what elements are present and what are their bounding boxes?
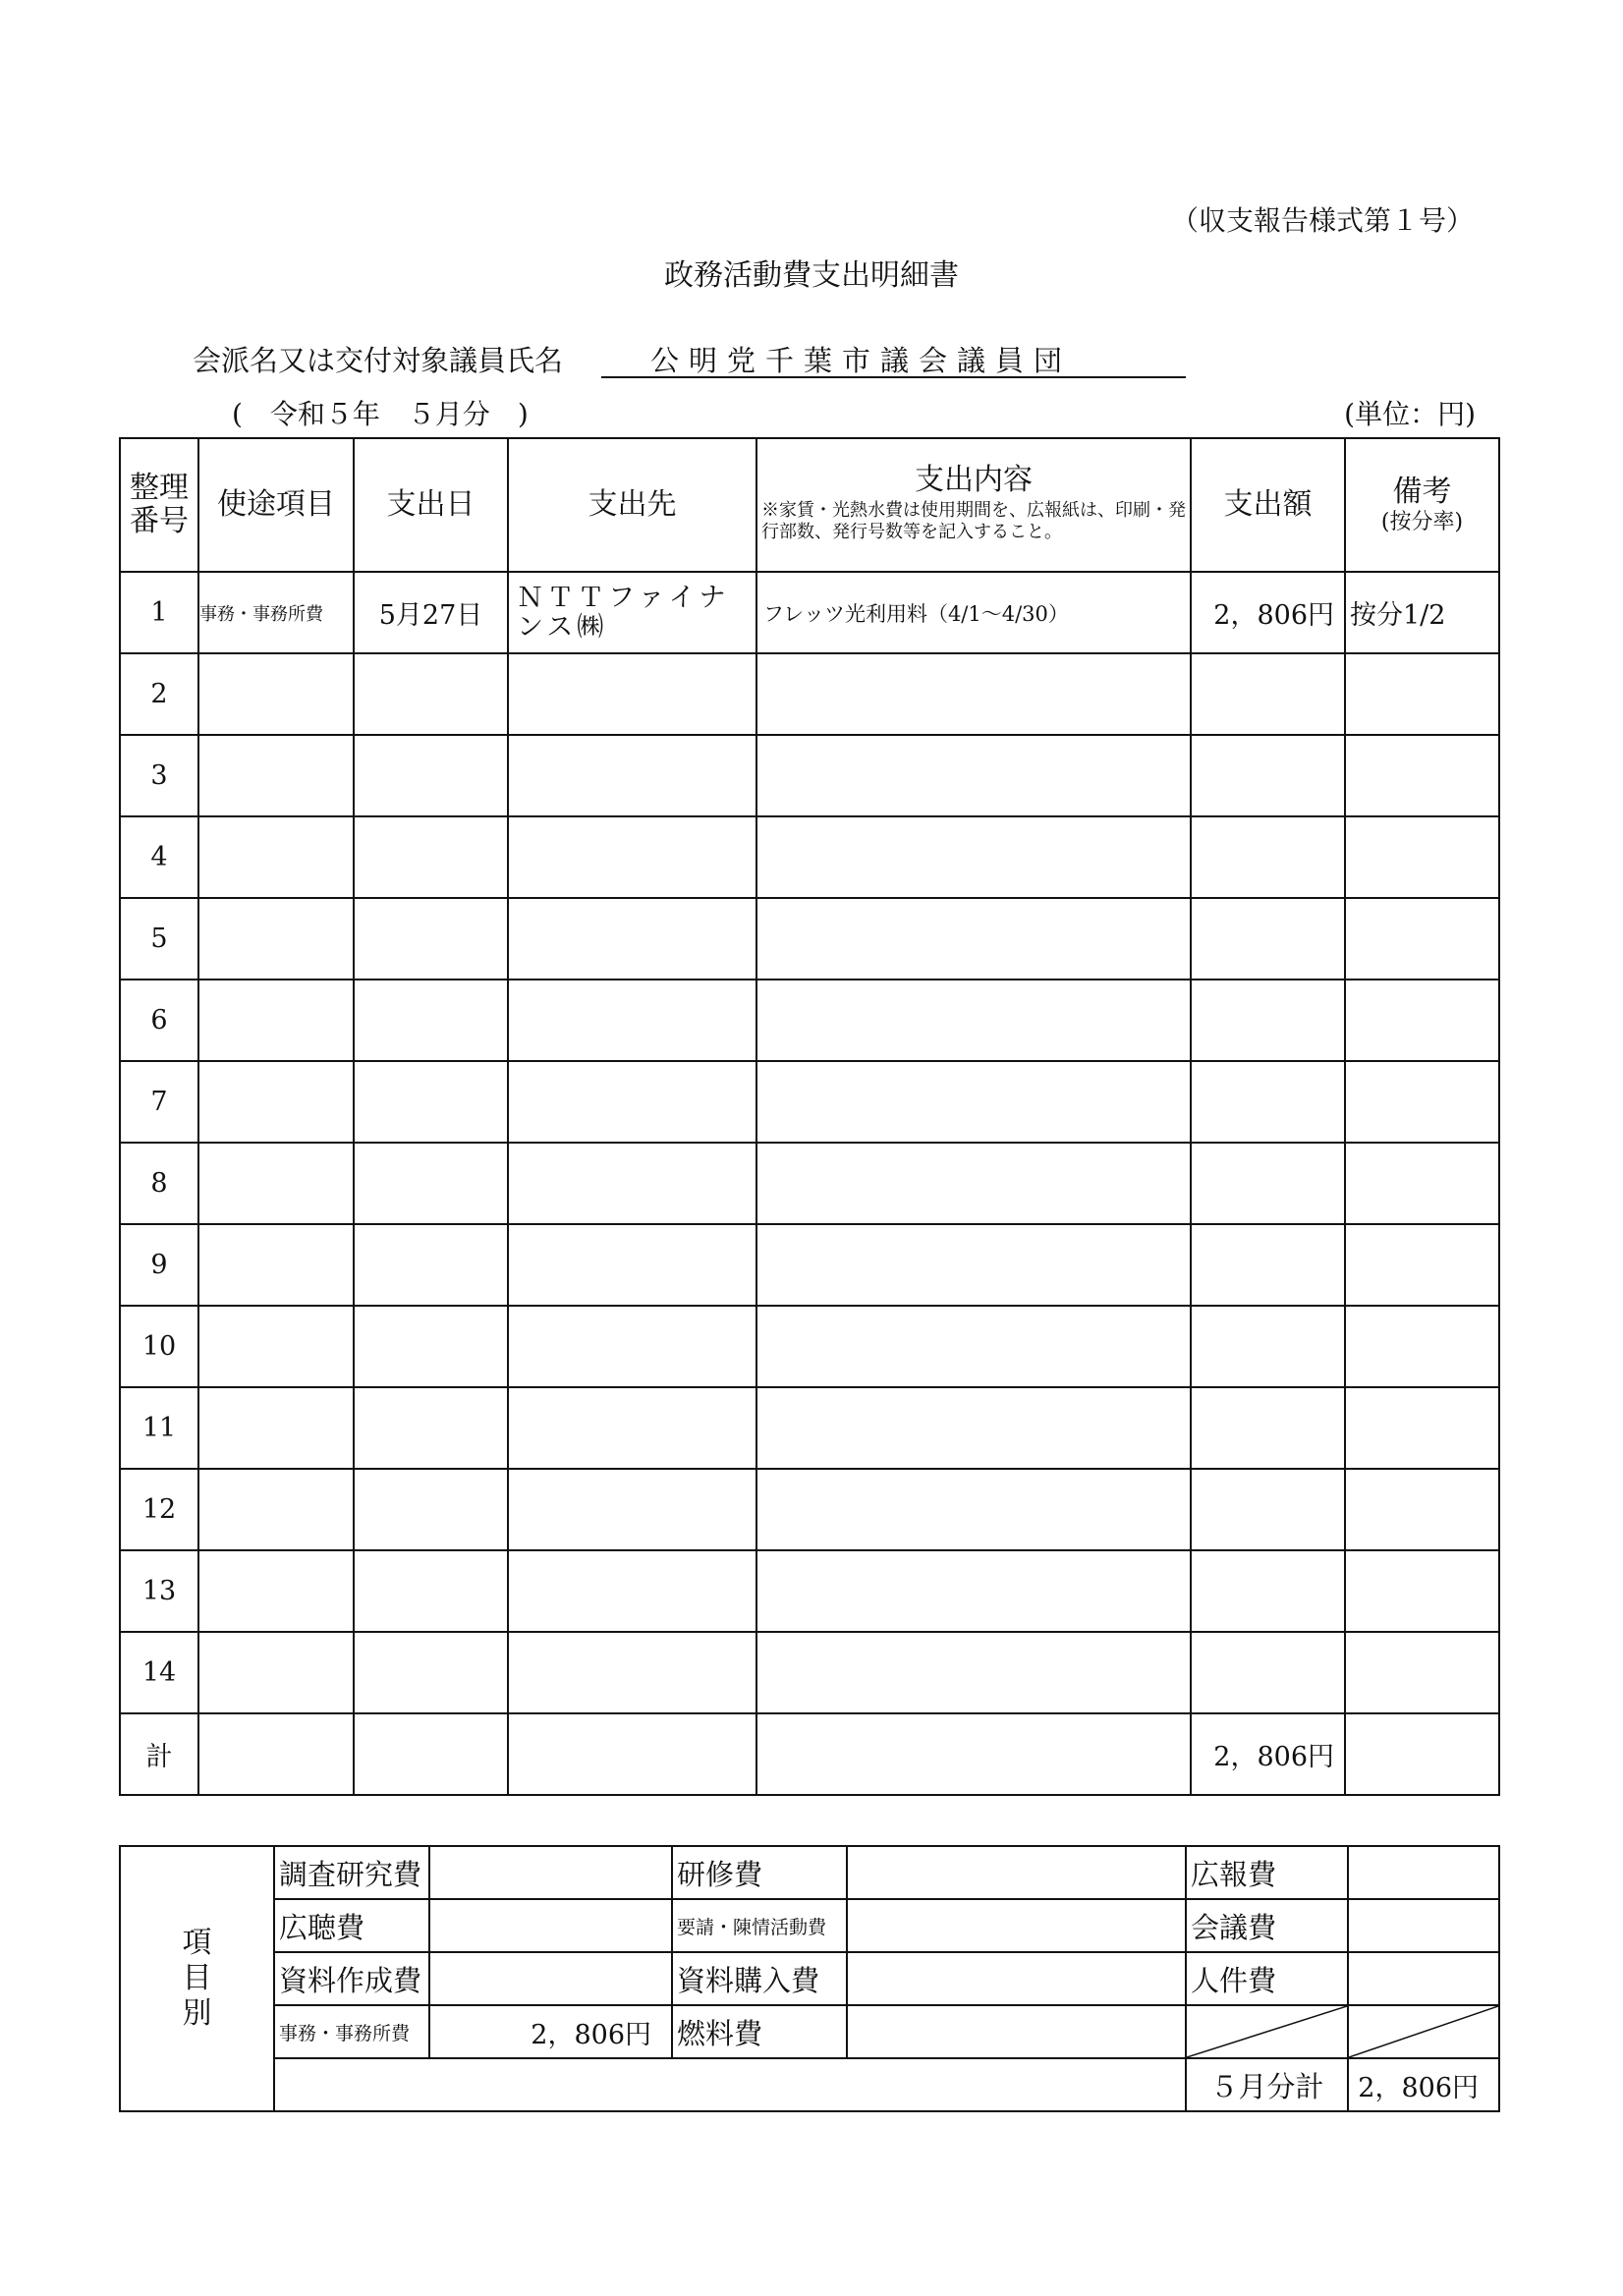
materials-purchase-value [847,1952,1186,2005]
row-number: 5 [120,898,198,980]
table-row [120,653,1499,735]
materials-purchase-label: 資料購入費 [672,1952,847,2005]
research-label: 調査研究費 [274,1846,429,1899]
row-date [354,653,508,735]
materials-creation-value [429,1952,672,2005]
row-content [756,1224,1191,1306]
diagonal-slash-icon [1349,2006,1498,2057]
faction-label: 会派名又は交付対象議員氏名 [193,344,564,377]
row-purpose [198,898,354,980]
total-label: 計 [120,1713,198,1795]
header-content [756,438,1191,572]
table-row [120,1061,1499,1143]
row-content [756,816,1191,898]
form-number: （収支報告様式第１号） [1170,204,1474,237]
header-remarks-title: 備考 [1392,475,1452,510]
total-date [354,1713,508,1795]
header-remarks-sub: (按分率) [1380,509,1464,534]
hearing-label: 広聴費 [274,1899,429,1952]
table-row [120,1469,1499,1550]
row-purpose [198,1224,354,1306]
row-payee [508,980,756,1061]
row-payee [508,1550,756,1632]
row-number: 1 [120,572,198,653]
row-purpose [198,653,354,735]
row-date: 5月27日 [354,572,508,653]
row-content: フレッツ光利用料（4/1～4/30） [756,572,1191,653]
table-row [120,1387,1499,1469]
row-number: 8 [120,1143,198,1224]
expense-table [119,437,1500,1796]
total-row [120,1713,1499,1795]
row-date [354,735,508,816]
row-content [756,1306,1191,1387]
row-purpose [198,1632,354,1713]
row-content [756,980,1191,1061]
row-content [756,1061,1191,1143]
research-value [429,1846,672,1899]
row-number: 14 [120,1632,198,1713]
row-number: 7 [120,1061,198,1143]
row-date [354,1632,508,1713]
row-content [756,653,1191,735]
table-row [120,1550,1499,1632]
currency-unit: (単位：円) [1344,398,1476,430]
table-row [120,735,1499,816]
row-content [756,898,1191,980]
row-remarks [1345,1632,1499,1713]
row-payee [508,898,756,980]
row-amount [1191,1224,1345,1306]
row-remarks [1345,1224,1499,1306]
office-label: 事務・事務所費 [274,2005,429,2058]
personnel-value [1348,1952,1499,2005]
row-amount [1191,816,1345,898]
row-amount: 2，806円 [1191,572,1345,653]
header-number: 整理番号 [120,438,198,572]
row-content [756,1387,1191,1469]
row-purpose [198,1061,354,1143]
row-number: 4 [120,816,198,898]
meeting-value [1348,1899,1499,1952]
row-payee [508,653,756,735]
row-date [354,1306,508,1387]
row-purpose [198,1387,354,1469]
row-remarks [1345,1469,1499,1550]
row-remarks [1345,1387,1499,1469]
row-amount [1191,980,1345,1061]
row-date [354,1143,508,1224]
table-header-row [120,438,1499,572]
row-remarks: 按分1/2 [1345,572,1499,653]
row-date [354,1061,508,1143]
row-amount [1191,653,1345,735]
personnel-label: 人件費 [1186,1952,1348,2005]
row-number: 6 [120,980,198,1061]
row-content [756,1469,1191,1550]
row-remarks [1345,980,1499,1061]
total-payee [508,1713,756,1795]
row-purpose [198,980,354,1061]
header-payee: 支出先 [508,438,756,572]
total-amount: 2，806円 [1191,1713,1345,1795]
row-purpose [198,1143,354,1224]
header-content-note: ※家賃・光熱水費は使用期間を、広報紙は、印刷・発行部数、発行号数等を記入すること。 [761,499,1186,543]
row-remarks [1345,898,1499,980]
row-amount [1191,898,1345,980]
hearing-value [429,1899,672,1952]
row-amount [1191,1387,1345,1469]
header-content-title: 支出内容 [915,463,1033,498]
row-remarks [1345,735,1499,816]
row-remarks [1345,1143,1499,1224]
row-number: 12 [120,1469,198,1550]
row-amount [1191,735,1345,816]
row-date [354,898,508,980]
row-payee [508,1061,756,1143]
table-row [120,1632,1499,1713]
row-payee [508,816,756,898]
header-amount: 支出額 [1191,438,1345,572]
table-row [120,572,1499,653]
row-amount [1191,1061,1345,1143]
document-title: 政務活動費支出明細書 [664,258,959,293]
row-remarks [1345,816,1499,898]
row-purpose: 事務・事務所費 [198,572,354,653]
blank-summary-cell [274,2058,1186,2111]
row-date [354,980,508,1061]
row-amount [1191,1306,1345,1387]
row-date [354,1387,508,1469]
row-number: 3 [120,735,198,816]
training-value [847,1846,1186,1899]
row-payee [508,1387,756,1469]
category-label: 項目別 [120,1846,274,2111]
row-content [756,735,1191,816]
table-row [120,1306,1499,1387]
row-purpose [198,1469,354,1550]
petition-label: 要請・陳情活動費 [672,1899,847,1952]
monthly-total-value: 2，806円 [1348,2058,1499,2111]
meeting-label: 会議費 [1186,1899,1348,1952]
table-row [120,816,1499,898]
row-remarks [1345,1550,1499,1632]
row-amount [1191,1469,1345,1550]
pr-value [1348,1846,1499,1899]
row-payee [508,735,756,816]
row-content [756,1632,1191,1713]
row-number: 11 [120,1387,198,1469]
row-payee [508,1632,756,1713]
table-row [120,1224,1499,1306]
row-payee [508,1306,756,1387]
row-payee [508,1143,756,1224]
faction-name: 公明党千葉市議会議員団 [601,339,1186,378]
total-content [756,1713,1191,1795]
header-purpose: 使途項目 [198,438,354,572]
row-purpose [198,816,354,898]
blank-cell-slash [1186,2005,1348,2058]
reporting-period: ( 令和５年 ５月分 ) [232,398,529,430]
materials-creation-label: 資料作成費 [274,1952,429,2005]
row-payee [508,1469,756,1550]
table-row [120,980,1499,1061]
row-number: 10 [120,1306,198,1387]
row-number: 13 [120,1550,198,1632]
row-content [756,1550,1191,1632]
row-date [354,1224,508,1306]
petition-value [847,1899,1186,1952]
total-remarks [1345,1713,1499,1795]
row-purpose [198,1550,354,1632]
row-purpose [198,1306,354,1387]
blank-cell-slash [1348,2005,1499,2058]
row-purpose [198,735,354,816]
row-remarks [1345,1061,1499,1143]
header-remarks [1345,438,1499,572]
row-number: 2 [120,653,198,735]
monthly-total-label: ５月分計 [1186,2058,1348,2111]
row-remarks [1345,653,1499,735]
total-purpose [198,1713,354,1795]
row-number: 9 [120,1224,198,1306]
fuel-label: 燃料費 [672,2005,847,2058]
training-label: 研修費 [672,1846,847,1899]
pr-label: 広報費 [1186,1846,1348,1899]
row-date [354,816,508,898]
row-date [354,1550,508,1632]
office-value: 2，806円 [429,2005,672,2058]
row-content [756,1143,1191,1224]
row-amount [1191,1550,1345,1632]
row-payee [508,1224,756,1306]
row-amount [1191,1632,1345,1713]
category-breakdown-table [119,1845,1500,2112]
diagonal-slash-icon [1187,2006,1347,2057]
row-payee: ＮＴＴファイナンス㈱ [508,572,756,653]
row-remarks [1345,1306,1499,1387]
table-row [120,1143,1499,1224]
row-date [354,1469,508,1550]
table-row [120,898,1499,980]
row-amount [1191,1143,1345,1224]
fuel-value [847,2005,1186,2058]
header-date: 支出日 [354,438,508,572]
